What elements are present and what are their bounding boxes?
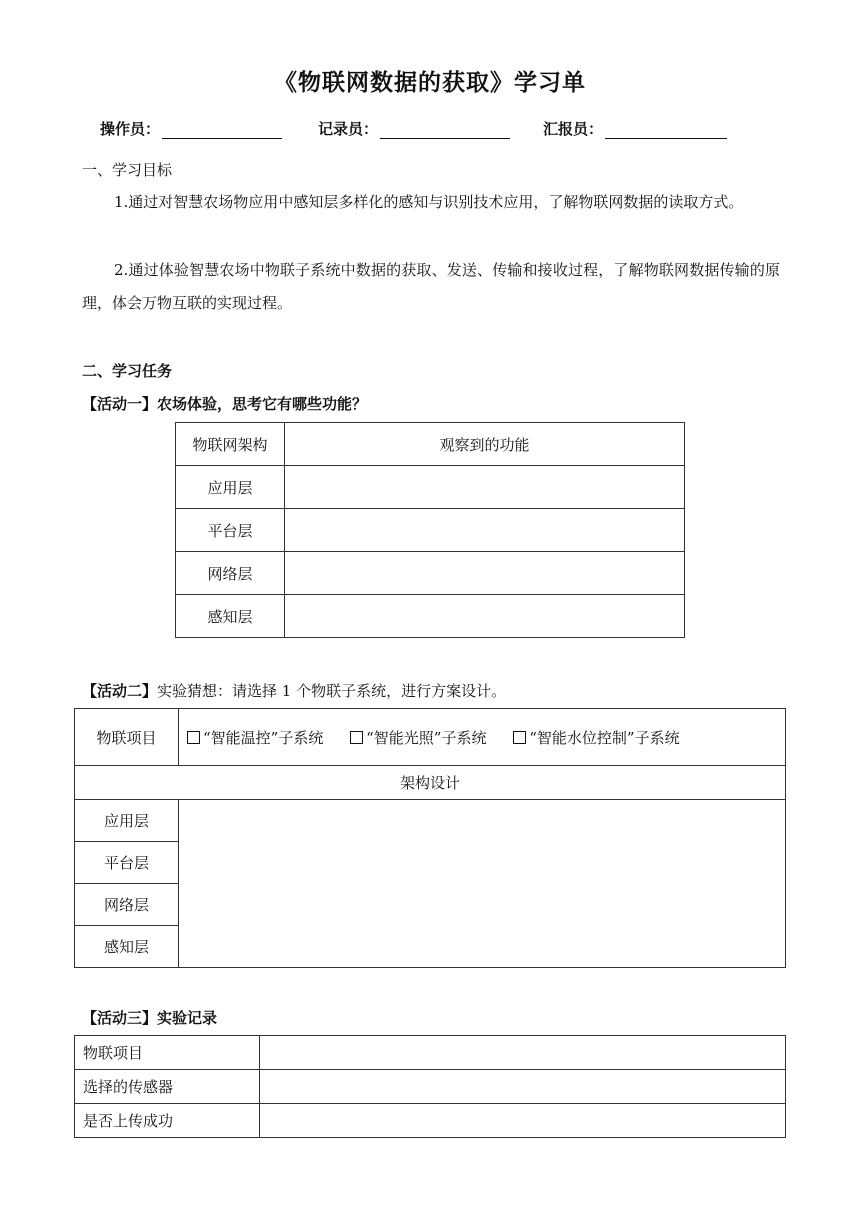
activity3-answer-cell[interactable] [260, 1036, 786, 1070]
activity3-answer-cell[interactable] [260, 1070, 786, 1104]
activity2-tag: 【活动二】 [82, 682, 158, 700]
activity1-tag: 【活动一】 [82, 395, 158, 413]
activity1-col-architecture: 物联网架构 [176, 423, 285, 466]
activity1-row-label: 感知层 [176, 595, 285, 638]
option-water-level-label: “智能水位控制”子系统 [529, 728, 680, 747]
activity1-row-label: 应用层 [176, 466, 285, 509]
activity1-heading [82, 388, 780, 421]
activity2-row-label: 感知层 [75, 926, 179, 968]
activity1-answer-cell[interactable] [285, 466, 685, 509]
activity1-text: 农场体验，思考它有哪些功能？ [157, 395, 368, 413]
role-recorder-label: 记录员： [318, 120, 379, 138]
activity2-design-label: 架构设计 [75, 766, 786, 800]
activity2-table [74, 708, 786, 968]
checkbox-icon[interactable] [187, 731, 200, 744]
option-temperature-label: “智能温控”子系统 [203, 728, 324, 747]
activity2-row-label: 平台层 [75, 842, 179, 884]
activity3-text: 实验记录 [157, 1009, 218, 1027]
goal-1: 1.通过对智慧农场物应用中感知层多样化的感知与识别技术应用，了解物联网数据的读取方式。 [114, 193, 744, 211]
activity1-row-label: 平台层 [176, 509, 285, 552]
checkbox-icon[interactable] [350, 731, 363, 744]
activity3-table [74, 1035, 786, 1138]
activity3-row-label: 是否上传成功 [75, 1104, 260, 1138]
activity2-project-label: 物联项目 [75, 709, 179, 766]
role-operator-label: 操作员： [100, 120, 161, 138]
role-recorder-line[interactable] [380, 122, 510, 139]
activity2-design-area[interactable] [179, 800, 786, 968]
activity2-text: 实验猜想：请选择 1 个物联子系统，进行方案设计。 [157, 682, 507, 700]
role-reporter-line[interactable] [605, 122, 727, 139]
role-recorder [318, 118, 510, 139]
activity1-col-function: 观察到的功能 [285, 423, 685, 466]
activity1-answer-cell[interactable] [285, 595, 685, 638]
option-lighting-label: “智能光照”子系统 [366, 728, 487, 747]
section1-heading: 一、学习目标 [82, 161, 173, 179]
page-title: 《物联网数据的获取》学习单 [274, 69, 586, 96]
activity3-tag: 【活动三】 [82, 1009, 158, 1027]
role-operator [100, 118, 282, 139]
activity2-options [179, 709, 786, 766]
activity1-row-label: 网络层 [176, 552, 285, 595]
section2-heading: 二、学习任务 [82, 362, 173, 380]
activity1-table [175, 422, 685, 638]
role-operator-line[interactable] [162, 122, 282, 139]
activity3-answer-cell[interactable] [260, 1104, 786, 1138]
activity2-row-label: 应用层 [75, 800, 179, 842]
checkbox-icon[interactable] [513, 731, 526, 744]
role-reporter [543, 118, 727, 139]
role-reporter-label: 汇报员： [543, 120, 604, 138]
activity3-heading [82, 1002, 780, 1035]
goal-2: 2.通过体验智慧农场中物联子系统中数据的获取、发送、传输和接收过程，了解物联网数据传输的原理，体会万物互联的实现过程。 [82, 261, 780, 312]
option-lighting[interactable] [350, 727, 486, 748]
activity2-heading [82, 675, 802, 708]
option-temperature[interactable] [187, 727, 323, 748]
activity3-row-label: 物联项目 [75, 1036, 260, 1070]
activity3-row-label: 选择的传感器 [75, 1070, 260, 1104]
activity2-row-label: 网络层 [75, 884, 179, 926]
activity1-answer-cell[interactable] [285, 552, 685, 595]
option-water-level[interactable] [513, 727, 679, 748]
activity1-answer-cell[interactable] [285, 509, 685, 552]
